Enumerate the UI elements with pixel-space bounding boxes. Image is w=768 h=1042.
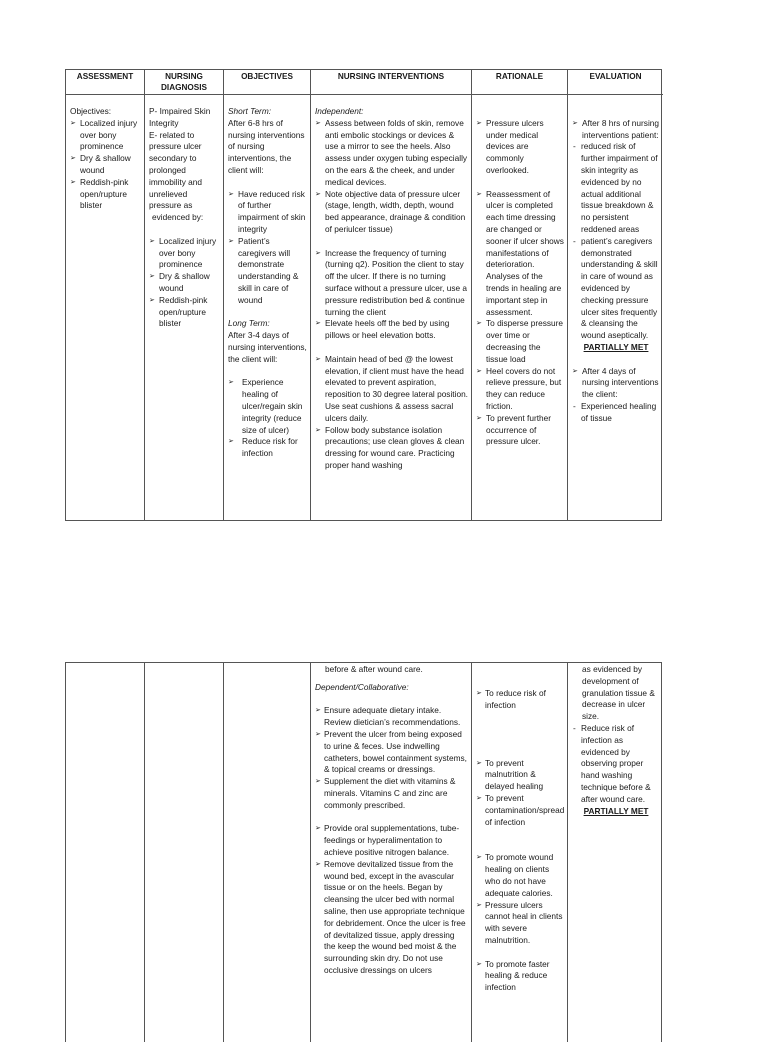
assessment-header: ASSESSMENT [66, 70, 144, 95]
intervention-item: ➢ Provide oral supplementations, tube-feedings or hyperalimentation to achieve positive nitrogen balance. [315, 823, 468, 858]
rationale-item: ➢ Reassessment of ulcer is completed each time dressing are changed or sooner if ulcer shows manifestations of deterioration. Analyses of the trends in healing are important step in assessment. [476, 189, 564, 319]
diagnosis-item: ➢ Dry & shallow wound [149, 271, 220, 295]
diagnosis-header: NURSING DIAGNOSIS [145, 70, 223, 95]
assessment-item: ➢ Reddish-pink open/rupture blister [70, 177, 141, 212]
care-plan-table-page-2 [65, 662, 662, 1042]
intervention-continuation: before & after wound care. [325, 664, 423, 674]
evaluation-item: ➢ After 4 days of nursing interventions the client: [572, 366, 660, 401]
rationale-item: ➢ To prevent malnutrition & delayed healing [476, 758, 564, 793]
intervention-item: ➢ Elevate heels off the bed by using pillows or heel elevation botts. [315, 318, 468, 342]
intervention-item: ➢ Ensure adequate dietary intake. Review dietician’s recommendations. [315, 705, 468, 729]
intervention-item: ➢ Remove devitalized tissue from the wound bed, except in the avascular tissue or on the heels. Began by cleansing the ulcer bed with normal saline, then use appropriate technique for debridement. Once the ulcer is free of devitalized tissue, apply dressing the keep the wound bed moist & the surrounding skin dry. Do not use occlusive dressings on ulcers [315, 859, 468, 977]
evaluation-dash: - Experienced healing of tissue [572, 401, 660, 425]
diagnosis-etiology: E- related to pressure ulcer secondary to prolonged immobility and unrelieved pressure as [149, 129, 203, 211]
evaluation-dash: - Reduce risk of infection as evidenced by observing proper hand washing technique before & after wound care. [572, 723, 660, 806]
diagnosis-item: ➢ Reddish-pink open/rupture blister [149, 295, 220, 330]
diagnosis-problem: P- Impaired Skin Integrity [149, 106, 211, 128]
rationale-item: ➢ To reduce risk of infection [476, 688, 564, 712]
evaluation-status: PARTIALLY MET [583, 341, 649, 352]
short-term-item: ➢ Patient’s caregivers will demonstrate understanding & skill in care of wound [228, 236, 307, 307]
evaluation-continuation: as evidenced by development of granulation tissue & decrease in ulcer size. [582, 664, 655, 722]
interventions-column [311, 663, 472, 1042]
evaluation-dash: - reduced risk of further impairment of skin integrity as evidenced by no actual additional tissue breakdown & no persistent reddened areas [572, 141, 660, 235]
short-term-title: Short Term: [228, 106, 272, 116]
dependent-title: Dependent/Collaborative: [315, 681, 409, 692]
diagnosis-item: ➢ Localized injury over bony prominence [149, 236, 220, 271]
assessment-item: ➢ Localized injury over bony prominence [70, 118, 141, 153]
diagnosis-column [145, 70, 224, 520]
interventions-header: NURSING INTERVENTIONS [311, 70, 471, 95]
assessment-column [66, 663, 145, 1042]
intervention-item: ➢ Maintain head of bed @ the lowest elevation, if client must have the head elevated to prevent aspiration, reposition to 30 degree lateral position. Use seat cushions & assess sacral ulcers daily. [315, 354, 468, 425]
interventions-column [311, 70, 472, 520]
evaluation-dash: - patient’s caregivers demonstrated understanding & skill in care of wound as evidenced by checking pressure ulcer sites frequently & cleansing the wound aseptically. [572, 236, 660, 342]
assessment-title: Objectives: [70, 106, 112, 116]
evaluation-column [568, 663, 663, 1042]
evaluation-item: ➢ After 8 hrs of nursing interventions patient: [572, 118, 660, 142]
long-term-intro: After 3-4 days of nursing interventions, the client will: [228, 330, 307, 364]
assessment-column [66, 70, 145, 520]
rationale-item: ➢ To promote faster healing & reduce infection [476, 959, 564, 994]
short-term-intro: After 6-8 hrs of nursing interventions of nursing interventions, the client will: [228, 117, 305, 175]
objectives-column [224, 70, 311, 520]
rationale-column [472, 70, 568, 520]
intervention-item: ➢ Note objective data of pressure ulcer (stage, length, width, depth, wound bed appearance, drainage & condition of periulcer tissue) [315, 189, 468, 236]
long-term-item: ➢ Reduce risk for infection [228, 436, 307, 460]
care-plan-table-page-1 [65, 69, 662, 521]
rationale-item: ➢ To prevent contamination/spread of infection [476, 793, 564, 828]
long-term-item: ➢ Experience healing of ulcer/regain skin integrity (reduce size of ulcer) [228, 377, 307, 436]
diagnosis-evidence-label: evidenced by: [152, 212, 204, 223]
objectives-header: OBJECTIVES [224, 70, 310, 95]
evaluation-header: EVALUATION [568, 70, 663, 95]
intervention-item: ➢ Follow body substance isolation precautions; use clean gloves & clean dressing for wound care. Practicing proper hand washing [315, 425, 468, 472]
intervention-item: ➢ Increase the frequency of turning (turning q2). Position the client to stay off the ulcer. If there is no turning surface without a pressure ulcer, use a pressure redistribution bed & continue turning the client [315, 248, 468, 319]
assessment-item: ➢ Dry & shallow wound [70, 153, 141, 177]
rationale-header: RATIONALE [472, 70, 567, 95]
objectives-column [224, 663, 311, 1042]
rationale-item: ➢ To disperse pressure over time or decreasing the tissue load [476, 318, 564, 365]
intervention-item: ➢ Supplement the diet with vitamins & minerals. Vitamins C and zinc are commonly prescribed. [315, 776, 468, 811]
rationale-item: ➢ To prevent further occurrence of pressure ulcer. [476, 413, 564, 448]
rationale-column [472, 663, 568, 1042]
evaluation-status: PARTIALLY MET [583, 805, 649, 816]
rationale-item: ➢ Heel covers do not relieve pressure, but they can reduce friction. [476, 366, 564, 413]
intervention-item: ➢ Assess between folds of skin, remove anti embolic stockings or devices & use a mirror to see the heels. Also assess under oxygen tubing especially on the ears & the cheek, and under medical devices. [315, 118, 468, 189]
diagnosis-column [145, 663, 224, 1042]
independent-title: Independent: [315, 106, 364, 116]
long-term-title: Long Term: [228, 318, 270, 329]
intervention-item: ➢ Prevent the ulcer from being exposed to urine & feces. Use indwelling catheters, bowel containment systems, & topical creams or dressings. [315, 729, 468, 776]
short-term-item: ➢ Have reduced risk of further impairment of skin integrity [228, 189, 307, 236]
rationale-item: ➢ Pressure ulcers cannot heal in clients with severe malnutrition. [476, 900, 564, 947]
evaluation-column [568, 70, 663, 520]
rationale-item: ➢ Pressure ulcers under medical devices are commonly overlooked. [476, 118, 564, 177]
rationale-item: ➢ To promote wound healing on clients who do not have adequate calories. [476, 852, 564, 899]
